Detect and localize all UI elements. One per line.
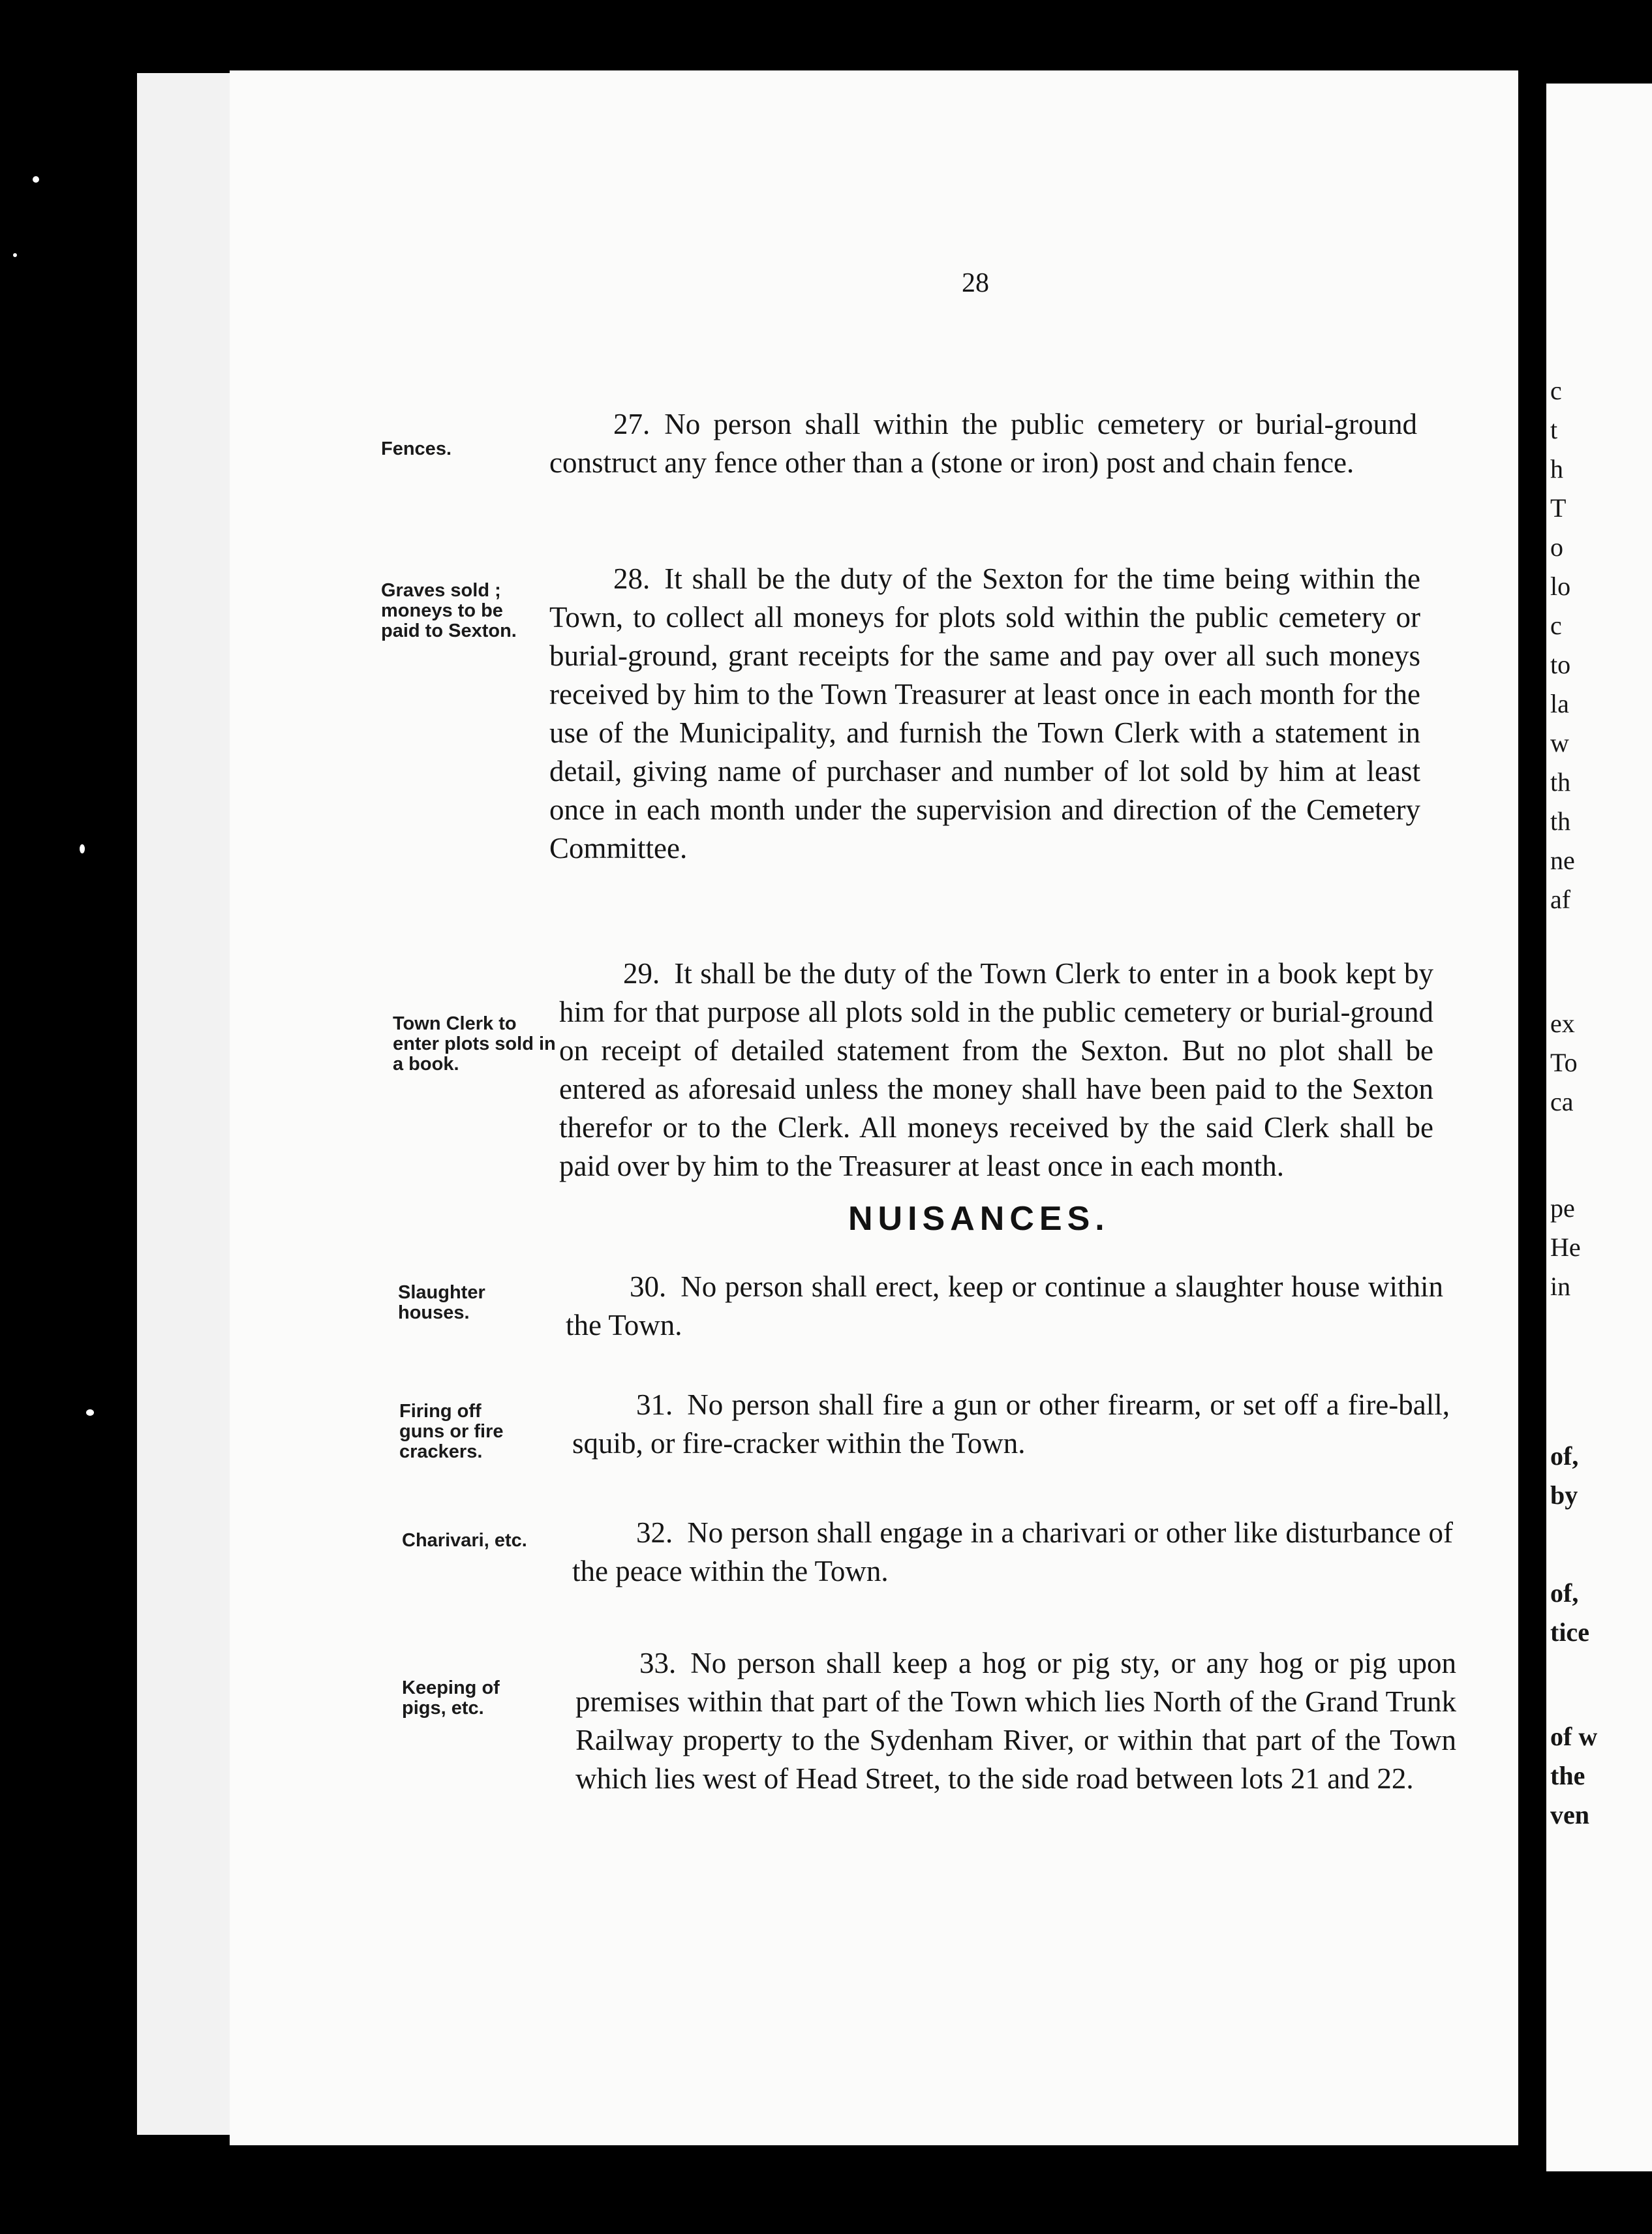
facing-page-fragment: th (1550, 767, 1571, 797)
facing-page-fragment: th (1550, 806, 1571, 836)
facing-page-fragment: c (1550, 376, 1562, 405)
facing-page-fragment: in (1550, 1272, 1571, 1301)
facing-page-fragment: the (1550, 1761, 1585, 1790)
paragraph-number: 27. (613, 408, 650, 440)
paragraph-number: 30. (630, 1270, 667, 1303)
dust-speck (80, 844, 85, 853)
paragraph (572, 1514, 1453, 1591)
paragraph (559, 955, 1433, 1186)
facing-page-fragment: ven (1550, 1800, 1589, 1829)
facing-page-fragment: h (1550, 454, 1563, 483)
paragraph (566, 1268, 1443, 1345)
margin-note: Graves sold ; moneys to be paid to Sexton. (381, 580, 517, 641)
margin-note: Fences. (381, 438, 451, 459)
facing-page-fragment: He (1550, 1232, 1581, 1262)
facing-page-fragment: ex (1550, 1009, 1575, 1038)
margin-note: Slaughter houses. (398, 1282, 485, 1323)
margin-note: Town Clerk to enter plots sold in a book. (393, 1013, 556, 1075)
paragraph-number: 32. (636, 1516, 673, 1549)
facing-page-fragment: of w (1550, 1722, 1598, 1751)
paragraph (549, 560, 1420, 868)
paragraph-text: No person shall fire a gun or other firearm, or set off a fire-ball, squib, or fire-cracker within the Town. (572, 1388, 1450, 1460)
facing-page-fragment: t (1550, 415, 1558, 444)
dust-speck (86, 1409, 94, 1416)
paragraph-text: No person shall engage in a charivari or other like disturbance of the peace within the Town. (572, 1516, 1453, 1587)
book-page (230, 70, 1518, 2145)
facing-page-fragment: of, (1550, 1578, 1579, 1608)
paragraph-number: 33. (639, 1647, 677, 1679)
facing-page-fragment: c (1550, 611, 1562, 640)
paragraph-text: No person shall within the public cemetery or burial-ground construct any fence other than a (stone or iron) post and chain fence. (549, 408, 1417, 479)
margin-note: Keeping of pigs, etc. (402, 1677, 500, 1719)
paragraph (549, 405, 1417, 482)
facing-page-fragment: To (1550, 1048, 1578, 1077)
page-number: 28 (962, 268, 989, 298)
paragraph-text: It shall be the duty of the Sexton for the time being within the Town, to collect all moneys for plots sold within the public cemetery or burial-ground, grant receipts for the same and pay over all such moneys received by him to the Town Treasurer at least once in each month for the use of the Municipality, and furnish the Town Clerk with a statement in detail, giving name of purchaser and number of lot sold by him at least once in each month under the supervision and direction of the Cemetery Committee. (549, 562, 1420, 865)
paragraph (572, 1386, 1450, 1463)
paragraph-text: It shall be the duty of the Town Clerk to enter in a book kept by him for that purpose all plots sold in the public cemetery or burial-ground on receipt of detailed statement from the Sexton. But no plot shall be entered as aforesaid unless the money shall have been paid to the Sexton therefor or to the Clerk. All moneys received by the said Clerk shall be paid over by him to the Treasurer at least once in each month. (559, 957, 1433, 1182)
paragraph-text: No person shall erect, keep or continue a slaughter house within the Town. (566, 1270, 1443, 1341)
dust-speck (13, 253, 17, 257)
dust-speck (33, 176, 39, 183)
paragraph-number: 28. (613, 562, 650, 595)
facing-page-fragment: af (1550, 885, 1571, 914)
margin-note: Firing off guns or fire crackers. (399, 1401, 504, 1462)
facing-page-fragment: o (1550, 532, 1563, 562)
facing-page (1546, 84, 1652, 2171)
facing-page-fragment: ne (1550, 846, 1575, 875)
section-heading: NUISANCES. (848, 1200, 1110, 1238)
facing-page-fragment: la (1550, 689, 1569, 718)
facing-page-fragment: by (1550, 1480, 1578, 1510)
facing-page-fragment: tice (1550, 1617, 1589, 1647)
facing-page-fragment: to (1550, 650, 1571, 679)
facing-page-fragment: w (1550, 728, 1569, 757)
facing-page-fragment: pe (1550, 1193, 1575, 1223)
facing-page-fragment: ca (1550, 1087, 1574, 1116)
paragraph (575, 1644, 1456, 1798)
facing-page-fragment: of, (1550, 1441, 1579, 1471)
margin-note: Charivari, etc. (402, 1530, 527, 1551)
facing-page-fragment: T (1550, 493, 1567, 523)
paragraph-number: 29. (623, 957, 660, 990)
facing-page-fragment: lo (1550, 572, 1571, 601)
paragraph-number: 31. (636, 1388, 673, 1421)
paragraph-text: No person shall keep a hog or pig sty, or any hog or pig upon premises within that part of the Town which lies North of the Grand Trunk Railway property to the Sydenham River, or within that part of the Town which lies west of Head Street, to the side road between lots 21 and 22. (575, 1647, 1456, 1795)
